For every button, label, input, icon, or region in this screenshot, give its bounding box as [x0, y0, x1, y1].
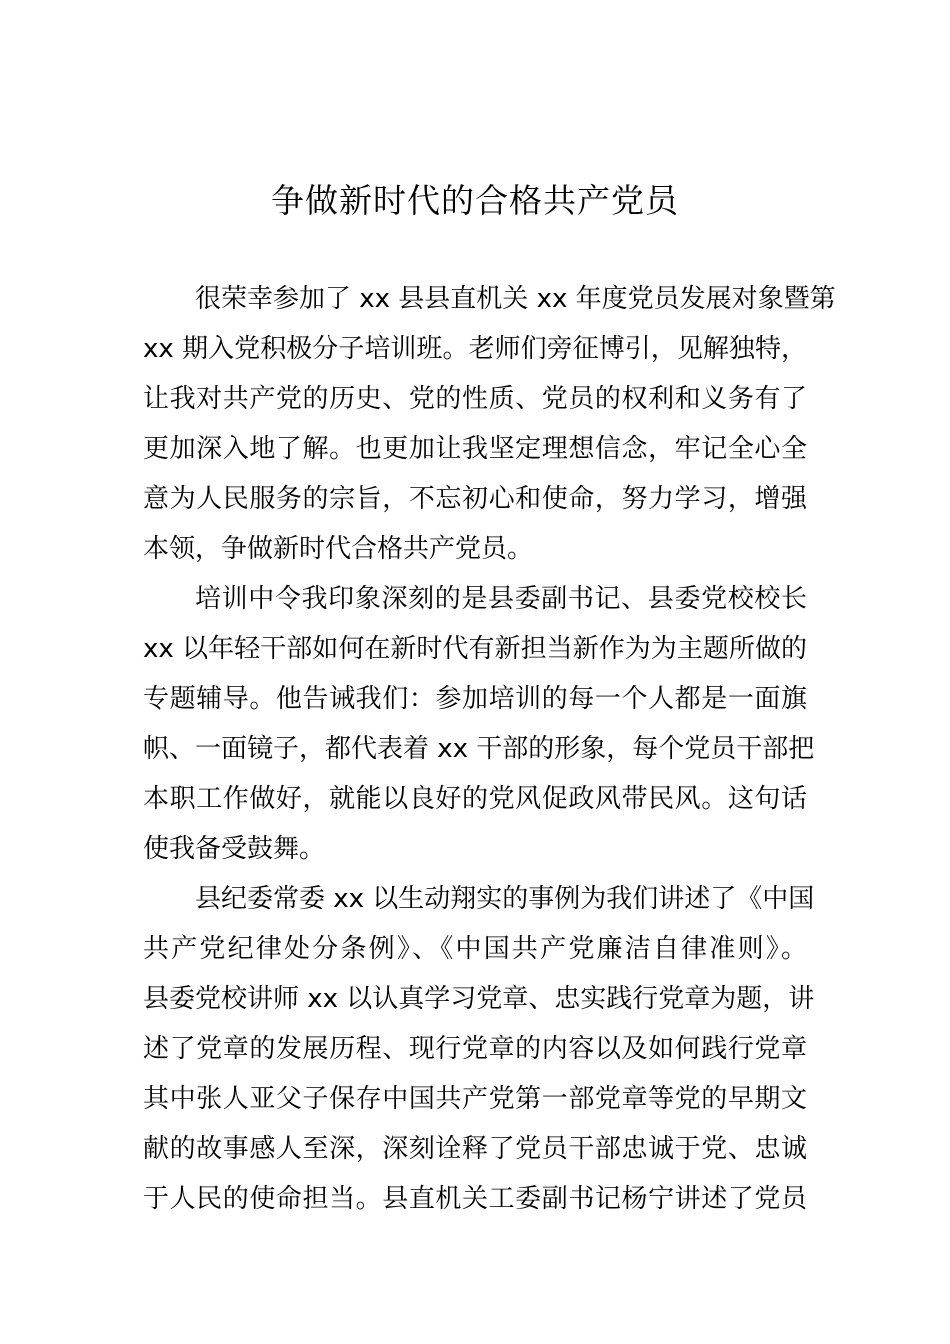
document-body: [143, 274, 836, 1224]
paragraph-3-line-3: 县委党校讲师 xx 以认真学习党章、忠实践行党章为题，讲: [143, 984, 815, 1014]
paragraph-1-line-5: 意为人民服务的宗旨，不忘初心和使命，努力学习，增强: [143, 484, 807, 514]
paragraph-3-line-7: 于人民的使命担当。县直机关工委副书记杨宁讲述了党员: [143, 1184, 807, 1214]
paragraph-2-line-2: xx 以年轻干部如何在新时代有新担当新作为为主题所做的: [143, 634, 807, 664]
paragraph-1-line-6: 本领，争做新时代合格共产党员。: [143, 534, 534, 564]
paragraph-1-line-2: xx 期入党积极分子培训班。老师们旁征博引，见解独特，: [143, 334, 807, 364]
paragraph-2-line-5: 本职工作做好，就能以良好的党风促政风带民风。这句话: [143, 784, 807, 814]
paragraph-2-line-6: 使我备受鼓舞。: [143, 834, 326, 864]
paragraph-2-line-4: 帜、一面镜子，都代表着 xx 干部的形象，每个党员干部把: [143, 734, 815, 764]
paragraph-1-line-1: 很荣幸参加了 xx 县县直机关 xx 年度党员发展对象暨第: [195, 284, 836, 314]
paragraph-2-line-1: 培训中令我印象深刻的是县委副书记、县委党校校长: [195, 584, 807, 614]
paragraph-1-line-4: 更加深入地了解。也更加让我坚定理想信念，牢记全心全: [143, 434, 807, 464]
paragraph-3-line-6: 献的故事感人至深，深刻诠释了党员干部忠诚于党、忠诚: [143, 1134, 807, 1164]
paragraph-2-line-3: 专题辅导。他告诫我们：参加培训的每一个人都是一面旗: [143, 684, 807, 714]
paragraph-1-line-3: 让我对共产党的历史、党的性质、党员的权利和义务有了: [143, 384, 807, 414]
document-title: 争做新时代的合格共产党员: [271, 181, 679, 220]
paragraph-3-line-5: 其中张人亚父子保存中国共产党第一部党章等党的早期文: [143, 1084, 807, 1114]
paragraph-3-line-1: 县纪委常委 xx 以生动翔实的事例为我们讲述了《中国: [195, 884, 815, 914]
paragraph-3-line-4: 述了党章的发展历程、现行党章的内容以及如何践行党章: [143, 1034, 807, 1064]
paragraph-3-line-2: 共产党纪律处分条例》、《中国共产党廉洁自律准则》。: [143, 934, 807, 964]
